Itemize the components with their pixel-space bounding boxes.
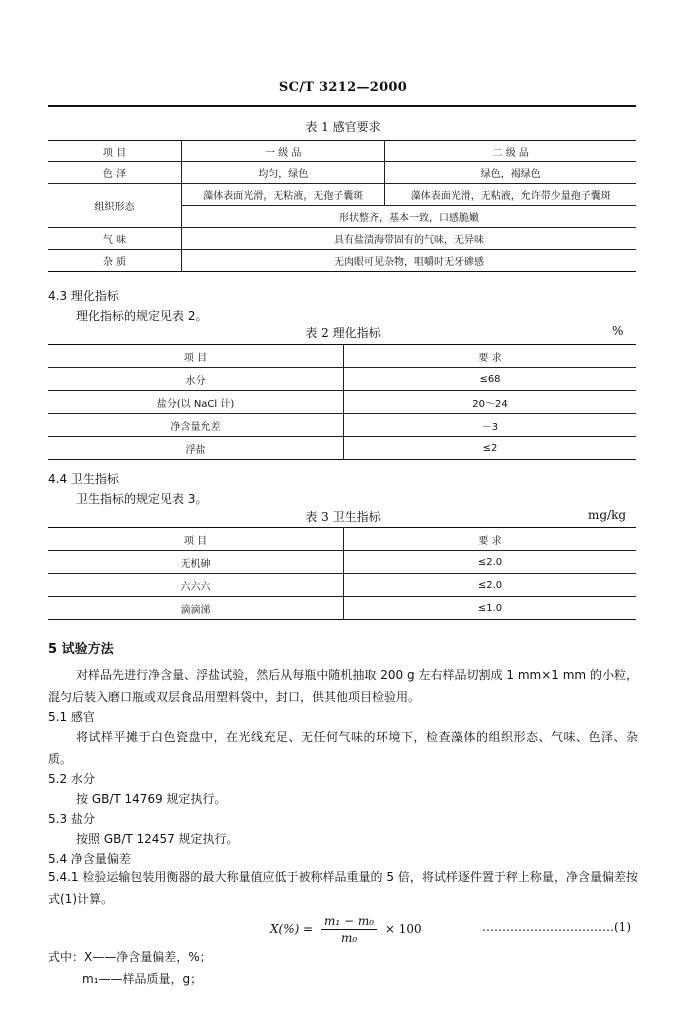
header-rule — [48, 105, 636, 107]
table-cell: 绿色，褐绿色 — [385, 162, 636, 184]
table-header-row — [48, 345, 636, 368]
section-5-2-text: 按 GB/T 14769 规定执行。 — [76, 792, 227, 806]
table-cell: ≤68 — [344, 368, 637, 391]
section-5-3-text: 按照 GB/T 12457 规定执行。 — [76, 832, 239, 846]
table-cell: 净含量允差 — [48, 414, 344, 437]
table-row — [48, 551, 636, 574]
table3-hygiene — [48, 527, 636, 620]
table-cell: 盐分(以 NaCl 计) — [48, 391, 344, 414]
section-4-4-heading: 4.4 卫生指标 — [48, 472, 119, 486]
table-header-cell: 项 目 — [48, 141, 182, 162]
table-cell: ≤1.0 — [344, 597, 637, 620]
table2-physicochemical — [48, 344, 636, 460]
table-cell: 色 泽 — [48, 162, 182, 184]
table-cell: 水分 — [48, 368, 344, 391]
table-header-cell: 要 求 — [344, 345, 637, 368]
table-row — [48, 597, 636, 620]
table-row — [48, 162, 636, 184]
table-row — [48, 250, 636, 272]
table-header-cell: 项 目 — [48, 528, 344, 551]
table-cell: ≤2 — [344, 437, 637, 460]
table-cell: ≤2.0 — [344, 551, 637, 574]
section-5-3-heading: 5.3 盐分 — [48, 812, 95, 826]
table-cell: 无肉眼可见杂物，咀嚼时无牙碜感 — [182, 250, 637, 272]
table-cell: 滴滴涕 — [48, 597, 344, 620]
table-cell: 20～24 — [344, 391, 637, 414]
section-4-3-text: 理化指标的规定见表 2。 — [76, 309, 208, 323]
section-5-heading: 5 试验方法 — [48, 642, 114, 657]
table-header-cell: 项 目 — [48, 345, 344, 368]
section-5-1-text: 将试样平摊于白色瓷盘中，在光线充足、无任何气味的环境下，检查藻体的组织形态、气味、色泽、杂质。 — [48, 730, 638, 766]
table-cell: 杂 质 — [48, 250, 182, 272]
table-cell: 六六六 — [48, 574, 344, 597]
table-row — [48, 228, 636, 250]
table-header-row — [48, 528, 636, 551]
table-cell: 无机砷 — [48, 551, 344, 574]
table-cell: 气 味 — [48, 228, 182, 250]
formula-lhs: X(%) = — [270, 922, 314, 936]
table2-unit: % — [612, 324, 624, 338]
section-5-2-heading: 5.2 水分 — [48, 772, 95, 786]
section-4-3-heading: 4.3 理化指标 — [48, 289, 119, 303]
table-header-cell: 二 级 品 — [385, 141, 636, 162]
formula-number: ……………………………(1) — [482, 920, 631, 934]
where-line-2: m₁——样品质量，g； — [82, 972, 203, 986]
table-row — [48, 368, 636, 391]
formula-fraction — [321, 914, 377, 945]
table2-caption: 表 2 理化指标 — [305, 326, 381, 340]
table3-caption: 表 3 卫生指标 — [305, 510, 381, 524]
table1-caption: 表 1 感官要求 — [305, 120, 381, 134]
table-cell: 具有盐渍海带固有的气味，无异味 — [182, 228, 637, 250]
table1-sensory — [48, 140, 636, 272]
table-cell: －3 — [344, 414, 637, 437]
formula-numerator: m₁ − m₀ — [321, 914, 377, 930]
standard-number: SC/T 3212—2000 — [278, 80, 408, 95]
where-line-1: 式中：X——净含量偏差，%； — [48, 950, 212, 964]
section-5-1-heading: 5.1 感官 — [48, 710, 95, 724]
table-row — [48, 184, 636, 206]
table-header-cell: 一 级 品 — [182, 141, 385, 162]
section-5-text: 对样品先进行净含量、浮盐试验，然后从每瓶中随机抽取 200 g 左右样品切割成 1 mm×1 mm 的小粒，混匀后装入磨口瓶或双层食品用塑料袋中，封口，供其他项目检验用。 — [48, 668, 638, 704]
formula-1 — [270, 914, 422, 945]
table-cell: 形状整齐，基本一致，口感脆嫩 — [182, 206, 637, 228]
section-5-4-1-text: 5.4.1 检验运输包装用衡器的最大称量值应低于被称样品重量的 5 倍，将试样逐件置于秤上称量，净含量偏差按式(1)计算。 — [48, 870, 638, 906]
table-cell: 藻体表面光滑，无粘液，无孢子囊斑 — [182, 184, 385, 206]
table3-unit: mg/kg — [588, 508, 627, 522]
table-header-row — [48, 141, 636, 162]
formula-denominator: m₀ — [340, 931, 358, 945]
table-cell: 组织形态 — [48, 184, 182, 228]
table-header-cell: 要 求 — [344, 528, 637, 551]
table-cell: 藻体表面光滑，无粘液，允许带少量孢子囊斑 — [385, 184, 636, 206]
table-row — [48, 574, 636, 597]
table-cell: 均匀，绿色 — [182, 162, 385, 184]
section-4-4-text: 卫生指标的规定见表 3。 — [76, 492, 208, 506]
table-cell: 浮盐 — [48, 437, 344, 460]
table-row — [48, 414, 636, 437]
table-row — [48, 391, 636, 414]
table-row — [48, 437, 636, 460]
table-cell: ≤2.0 — [344, 574, 637, 597]
formula-rhs: × 100 — [384, 922, 422, 936]
section-5-4-heading: 5.4 净含量偏差 — [48, 852, 131, 866]
